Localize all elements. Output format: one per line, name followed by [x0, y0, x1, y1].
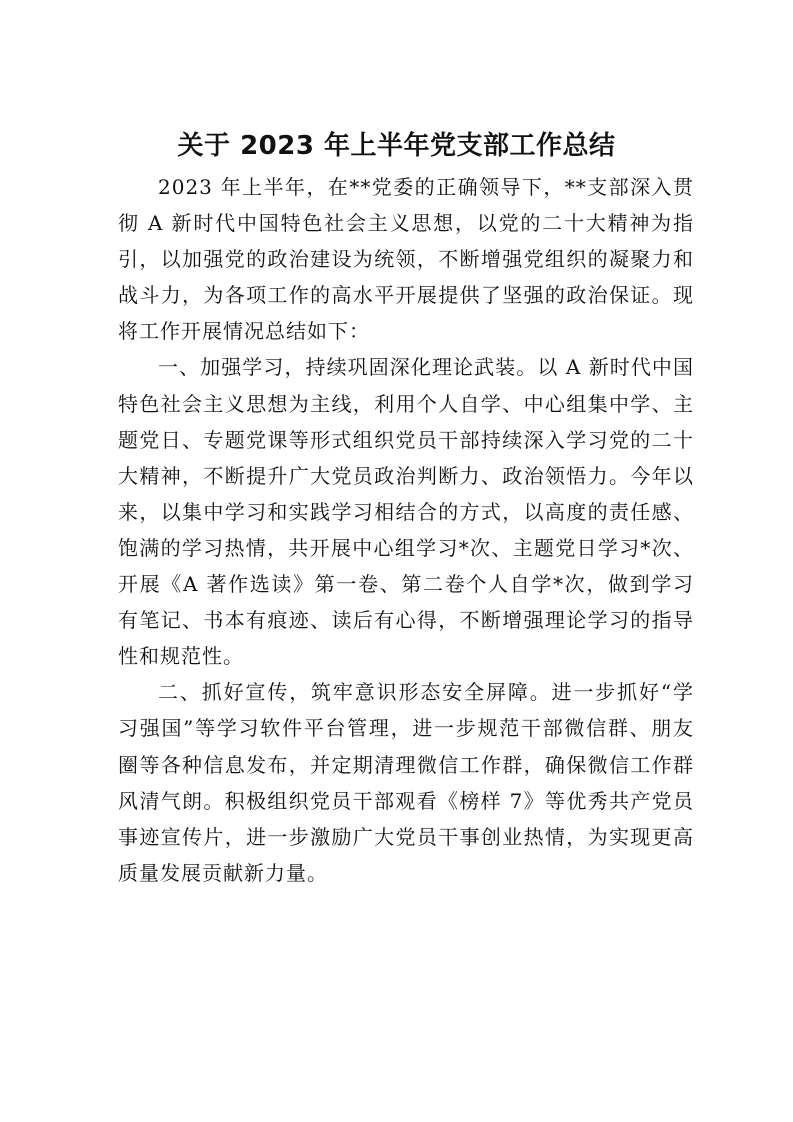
paragraph-intro: 2023 年上半年，在**党委的正确领导下，**支部深入贯彻 A 新时代中国特色社会主义思想，以党的二十大精神为指引，以加强党的政治建设为统领，不断增强党组织的凝聚力和战斗力，为各项工作的高水平开展提供了坚强的政治保证。现将工作开展情况总结如下： [118, 175, 694, 344]
document-body [118, 169, 694, 891]
paragraph-section-2: 二、抓好宣传，筑牢意识形态安全屏障。进一步抓好“学习强国”等学习软件平台管理，进一步规范干部微信群、朋友圈等各种信息发布，并定期清理微信工作群，确保微信工作群风清气朗。积极组织党员干部观看《榜样 7》等优秀共产党员事迹宣传片，进一步激励广大党员干事创业热情，为实现更高质量发展贡献新力量。 [118, 680, 694, 885]
paragraph-section-1: 一、加强学习，持续巩固深化理论武装。以 A 新时代中国特色社会主义思想为主线，利用个人自学、中心组集中学、主题党日、专题党课等形式组织党员干部持续深入学习党的二十大精神，不断提升广大党员政治判断力、政治领悟力。今年以来，以集中学习和实践学习相结合的方式，以高度的责任感、饱满的学习热情，共开展中心组学习*次、主题党日学习*次、开展《A 著作选读》第一卷、第二卷个人自学*次，做到学习有笔记、书本有痕迹、读后有心得，不断增强理论学习的指导性和规范性。 [118, 355, 694, 669]
document-title: 关于 2023 年上半年党支部工作总结 [177, 131, 616, 161]
